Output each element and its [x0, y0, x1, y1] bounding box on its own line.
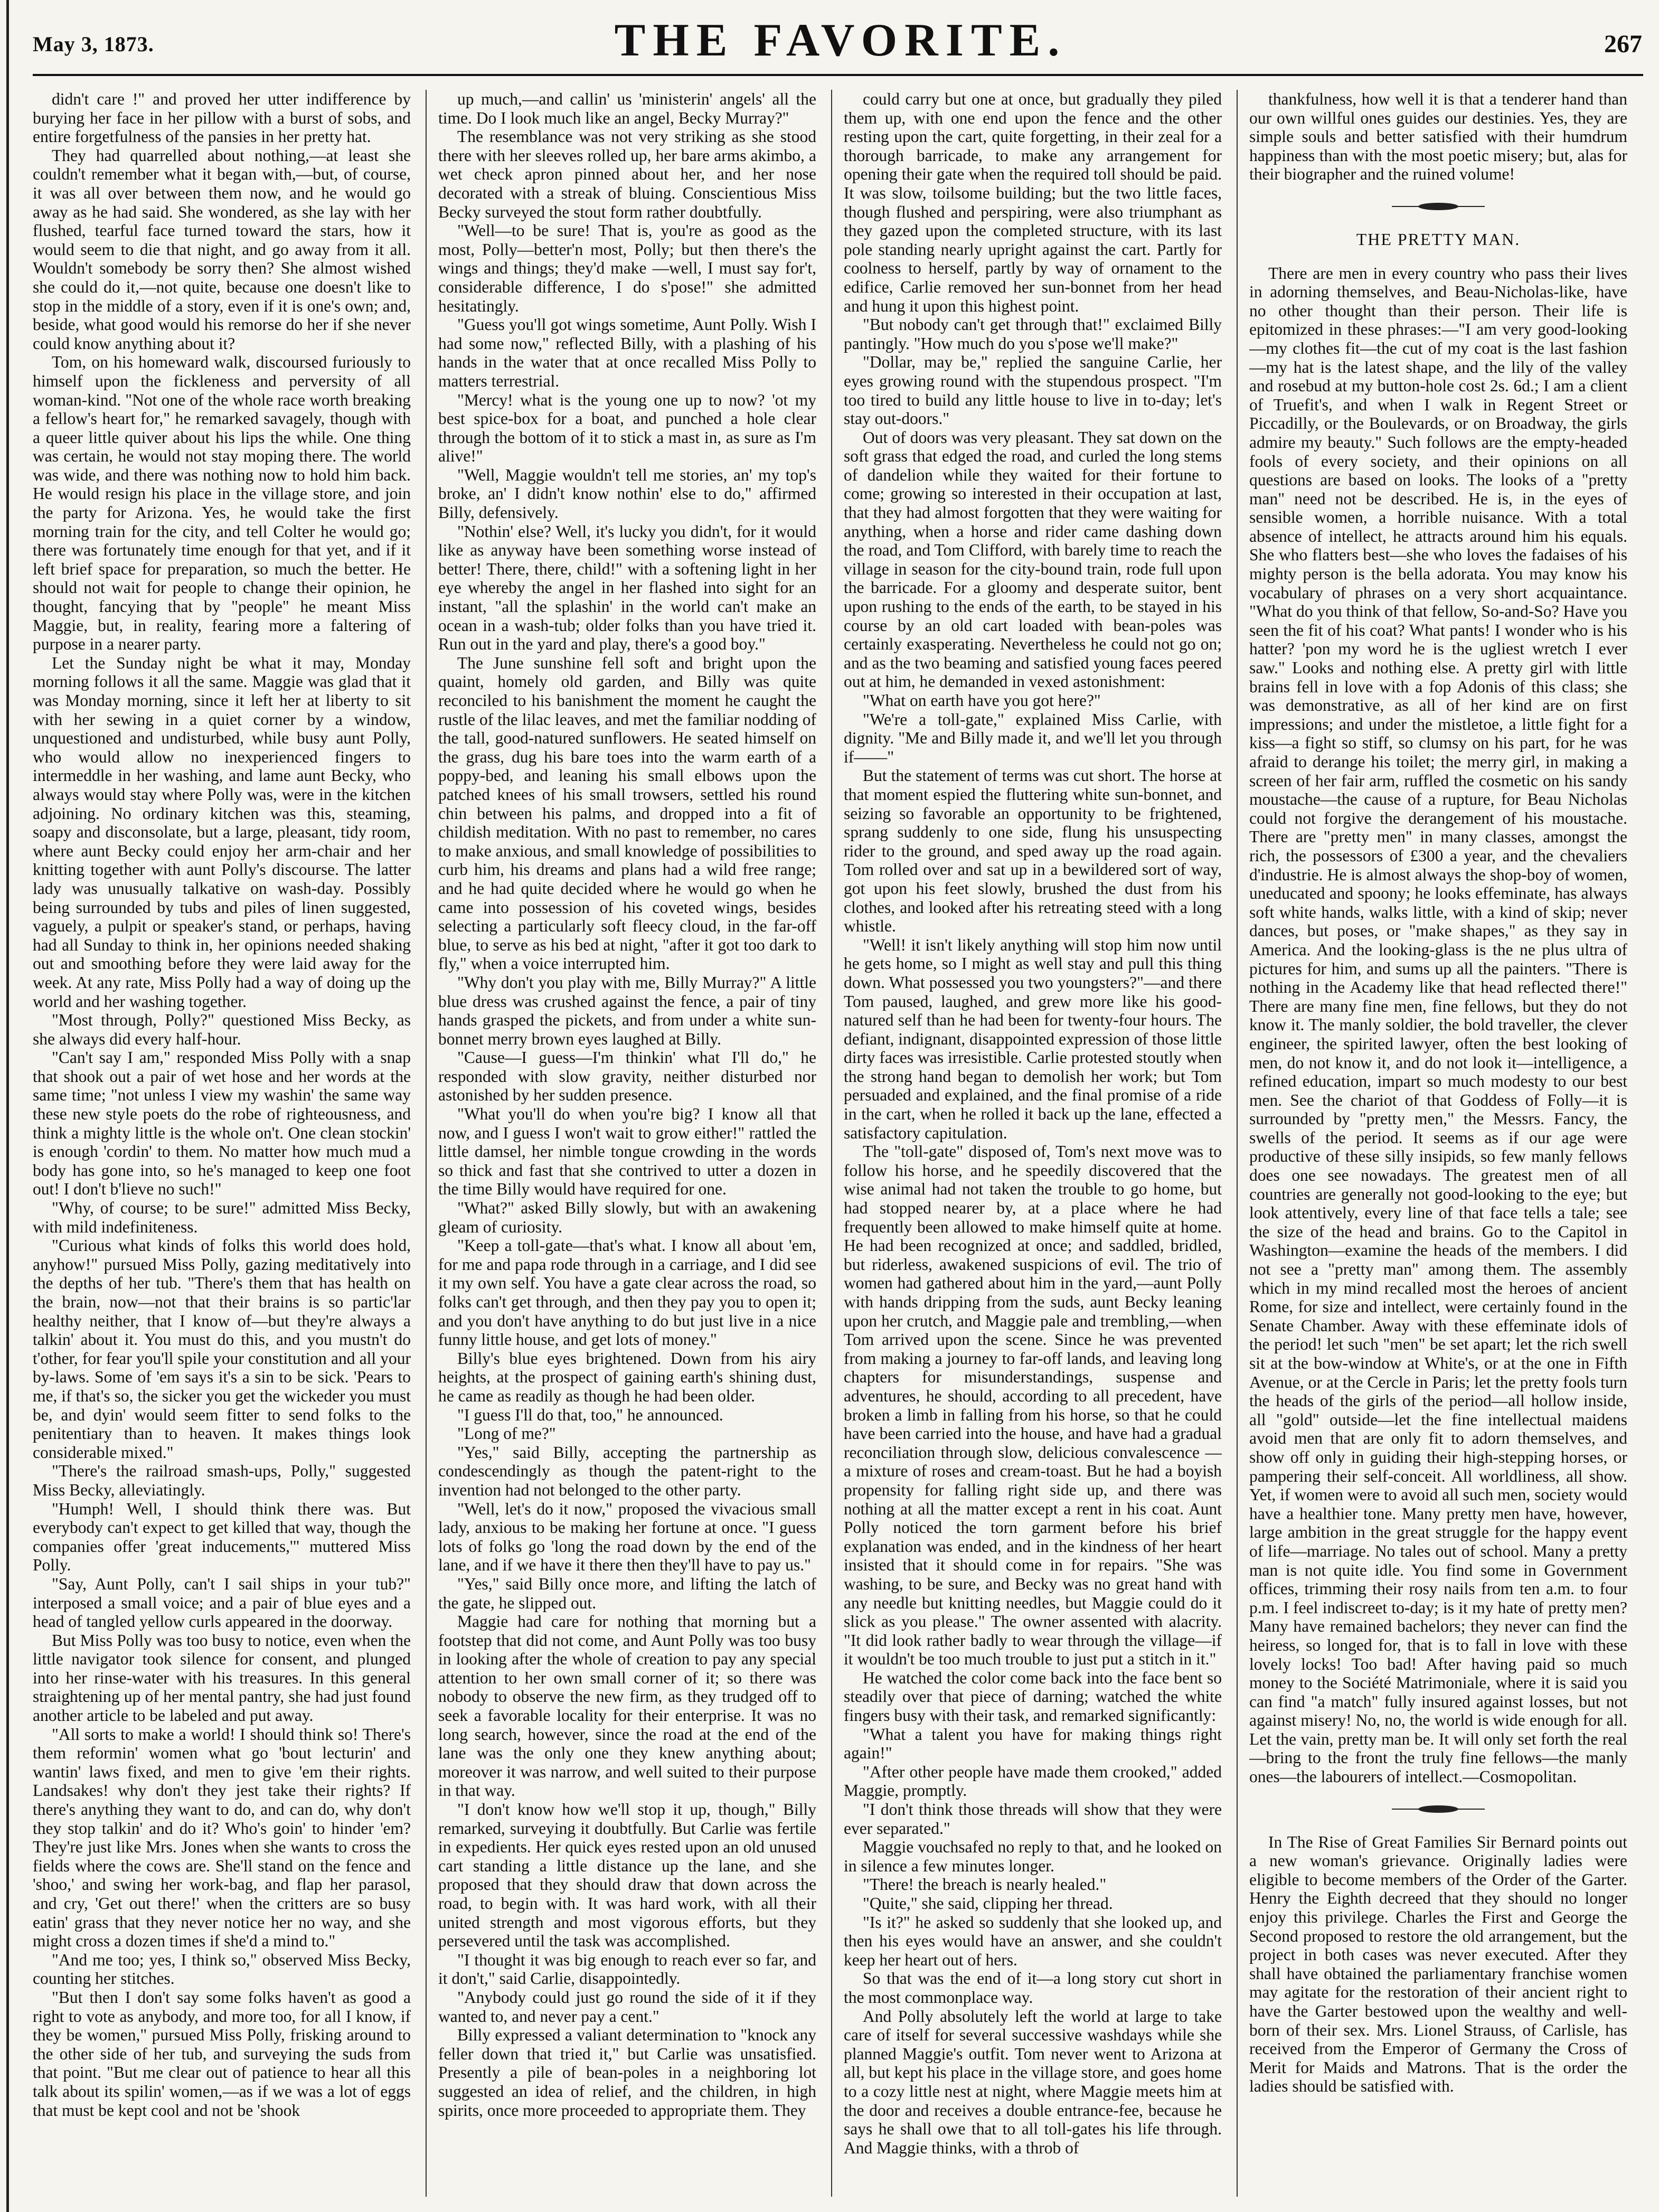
- story-paragraph: "We're a toll-gate," explained Miss Carlie, with dignity. "Me and Billy made it, and we'll let you through if——": [844, 710, 1222, 766]
- newspaper-title: THE FAVORITE.: [614, 15, 1067, 66]
- story-paragraph: Maggie had care for nothing that morning but a footstep that did not come, and Aunt Polly was too busy in looking after the whole of creation to pay any special attention to her own small corner of it; so there was nobody to observe the new firm, as they trudged off to seek a favorable locality for their enterprise. It was no long search, however, since the road at the end of the lane was the only one they knew anything about; moreover it was narrow, and well suited to their purpose in that way.: [438, 1612, 816, 1800]
- article-separator: [1249, 191, 1627, 223]
- story-paragraph: "But then I don't say some folks haven't as good a right to vote as anybody, and more too, for all I know, if they be women," pursued Miss Polly, frisking around to the other side of her tub, and surveying the suds from that point. "But me clear out of patience to hear all this talk about its spilin' women,—as if we was a lot of eggs that must be kept cool and not be 'shook: [33, 1988, 411, 2120]
- story-paragraph: "But nobody can't get through that!" exclaimed Billy pantingly. "How much do you s'pose we'll make?": [844, 315, 1222, 353]
- story-paragraph: "What a talent you have for making things right again!": [844, 1725, 1222, 1763]
- story-paragraph: "Humph! Well, I should think there was. But everybody can't expect to get killed that way, though the companies offer 'great inducements,'" muttered Miss Polly.: [33, 1499, 411, 1575]
- story-paragraph: But Miss Polly was too busy to notice, even when the little navigator took silence for consent, and plunged into her rinse-water with his treasures. In this general straightening up of her mental pantry, she had just found another article to be labeled and put away.: [33, 1631, 411, 1725]
- story-paragraph: "Why, of course; to be sure!" admitted Miss Becky, with mild indefiniteness.: [33, 1199, 411, 1236]
- story-paragraph: "After other people have made them crooked," added Maggie, promptly.: [844, 1762, 1222, 1800]
- page-number: 267: [1604, 30, 1642, 58]
- story-paragraph: "I guess I'll do that, too," he announced.: [457, 1405, 723, 1424]
- story-paragraph: "Yes," said Billy, accepting the partnership as condescendingly as though the patent-right to the invention had not belonged to the other party.: [438, 1443, 816, 1499]
- column-divider: [1237, 90, 1238, 2197]
- story-paragraph: "Long of me?": [457, 1424, 556, 1443]
- story-paragraph: "Most through, Polly?" questioned Miss Becky, as she always did every half-hour.: [33, 1011, 411, 1048]
- column-2: [438, 90, 816, 2197]
- newspaper-page: [20, 0, 1652, 2212]
- story-paragraph: "Mercy! what is the young one up to now? 'ot my best spice-box for a boat, and punched a hole clear through the bottom of it to stick a mast in, as sure as I'm alive!": [438, 390, 816, 466]
- story-paragraph: The "toll-gate" disposed of, Tom's next move was to follow his horse, and he speedily discovered that the wise animal had not taken the trouble to go home, but had stopped nearer by, at a place where he had frequently been allowed to make himself quite at home. He had been recognized at once; and saddled, bridled, but riderless, awakened suspicions of evil. The trio of women had gathered about him in the yard,—aunt Polly with hands dripping from the suds, aunt Becky leaning upon her crutch, and Maggie pale and trembling,—when Tom arrived upon the scene. Since he was prevented from making a journey to far-off lands, and leaving long chapters for misunderstandings, suspense and adventures, he should, according to all precedent, have broken a limb in falling from his horse, so that he could have been carried into the house, and have had a gradual reconciliation through slow, delicious convalescence —a mixture of roses and cream-toast. But he had a boyish propensity for falling right side up, and there was nothing at all the matter except a rent in his coat. Aunt Polly noticed the torn garment before his brief explanation was ended, and in the kindness of her heart insisted that it should come in for repairs. "She was washing, to be sure, and Becky was no great hand with any needle but knitting needles, but Maggie could do it slick as you please." The owner assented with alacrity. "It did look rather badly to wear through the village—if it wouldn't be too much trouble to just put a stitch in it.": [844, 1142, 1222, 1669]
- story-paragraph: "Well, Maggie wouldn't tell me stories, an' my top's broke, an' I didn't know nothin' else to do," affirmed Billy, defensively.: [438, 465, 816, 522]
- column-divider: [426, 90, 427, 2197]
- story-paragraph: "There's the railroad smash-ups, Polly," suggested Miss Becky, alleviatingly.: [33, 1462, 411, 1499]
- story-paragraph: "I don't know how we'll stop it up, though," Billy remarked, surveying it doubtfully. But Carlie was fertile in expedients. Her quick eyes rested upon an old unused cart standing a little distance up the lane, and she proposed that they should draw that down across the road, to begin with. It was hard work, with all their united strength and most vigorous efforts, but they persevered until the task was accomplished.: [438, 1800, 816, 1951]
- story-paragraph: "I thought it was big enough to reach ever so far, and it don't," said Carlie, disappointedly.: [438, 1950, 816, 1988]
- story-paragraph: Billy expressed a valiant determination to "knock any feller down that tried it," but Carlie was unsatisfied. Presently a pile of bean-poles in a neighboring lot suggested an idea of relief, and the children, in high spirits, once more proceeded to appropriate them. They: [438, 2026, 816, 2120]
- story-paragraph: "Nothin' else? Well, it's lucky you didn't, for it would like as anyway have been something worse instead of better! There, there, child!" with a softening light in her eye whereby the angel in her flashed into sight for an instant, "all the splashin' in the world can't make an ocean in a wash-tub; older folks than you have tried it. Run out in the yard and play, there's a good boy.": [438, 522, 816, 654]
- article-paragraph: There are men in every country who pass their lives in adorning themselves, and Beau-Nicholas-like, have no other thought than their person. Their life is epitomized in these phrases:—"I am very good-looking—my clothes fit—the cut of my coat is the last fashion—my hat is the latest shape, and the lily of the valley and rosebud at my button-hole cost 2s. 6d.; I am a client of Truefit's, and when I walk in Regent Street or Piccadilly, or the Boulevards, or on Broadway, the girls admire my beauty." Such follows are the empty-headed fools of every society, and their opinions on all questions are based on looks. The looks of a "pretty man" need not be described. He is, in the eyes of sensible women, a horrible nuisance. With a total absence of intellect, he attracts around him his equals. She who flatters best—she who loves the fadaises of his mighty person is the bella adorata. You may know his vocabulary of phrases on a very short acquaintance. "What do you think of that fellow, So-and-So? Have you seen the fit of his coat? What pants! I wonder who is his hatter? 'pon my word he is the ugliest wretch I ever saw." Looks and nothing else. A pretty girl with little brains fell in love with a fop Adonis of this class; she was demonstrative, as all of her kind are on first impressions; and under the mistletoe, a little fight for a kiss—a fight so stiff, so clumsy on his part, for he was afraid to derange his toilet; the merry girl, in making a screen of her fair arm, ruffled the cosmetic on his sandy moustache—the cause of a rupture, for Beau Nicholas could not forgive the derangement of his moustache. There are "pretty men" in many classes, amongst the rich, the possessors of £300 a year, and the chevaliers d'industrie. He is almost always the shop-boy of women, uneducated and spoony; he looks effeminate, has always soft white hands, walks little, with a kind of skip; never dances, but poses, or "make shapes," as they say in America. And the looking-glass is the ne plus ultra of pictures for him, and sums up all the painters. "There is nothing in the Academy like that head reflected there!" There are many fine men, fine fellows, but they do not know it. The manly soldier, the bold traveller, the clever engineer, the spirited lawyer, often the best looking of men, do not know it, and do not look it—intelligence, a refined education, impart so much modesty to our best men. See the chariot of that Goddess of Folly—it is surrounded by "pretty men," the Messrs. Fancy, the swells of the period. It seems as if our age were productive of these silly insipids, so few manly fellows does one see nowadays. The greatest men of all countries are generally not good-looking to the eye; but look attentively, every line of that face tells a tale; see the size of the head and brains. Go to the Capitol in Washington—examine the heads of the members. I did not see a "pretty man" among them. The assembly which in my mind recalled most the heroes of ancient Rome, for size and intellect, were certainly found in the Senate Chamber. Away with these effeminate idols of the period! let such "men" be set apart; let the rich swell sit at the bow-window at White's, or at the one in Fifth Avenue, or at the Cercle in Paris; let the pretty fools turn the heads of the girls of the period—all hollow inside, all "gold" outside—let the fine intellectual maidens avoid men that are only fit to adorn themselves, and show off only in guiding their high-stepping horses, or pampering their self-conceit. All worldliness, all show. Yet, if women were to avoid all such men, society would have a healthier tone. Many pretty men have, however, large ambition in the great struggle for the happy event of life—marriage. No tales out of school. Many a pretty man is not quite idle. You find some in Government offices, trimming their rosy nails from ten a.m. to four p.m. I feel indiscreet to-day; is it my hate of pretty men? Many have remained bachelors; they never can find the heiress, so longed for, that is to fall in love with these lovely locks! Too bad! After having paid so much money to the Société Matrimoniale, where it is said you can find "a match" fully insured against losses, but not against misery! No, no, the world is wide enough for all. Let the vain, pretty man be. It will only set forth the real—bring to the front the truly fine fellows—the manly ones—the labourers of intellect.—Cosmopolitan.: [1249, 263, 1627, 1786]
- issue-date: May 3, 1873.: [33, 32, 154, 56]
- story-paragraph: And Polly absolutely left the world at large to take care of itself for several successive washdays while she planned Maggie's outfit. Tom never went to Arizona at all, but kept his place in the village store, and goes home to a cozy little nest at night, where Maggie meets him at the door and receives a double entrance-fee, because he says he shall owe that to all toll-gates his life through. And Maggie thinks, with a throb of: [844, 2007, 1222, 2157]
- story-paragraph: Let the Sunday night be what it may, Monday morning follows it all the same. Maggie was glad that it was Monday morning, since it left her at liberty to sit with her sewing in a quiet corner by a window, unquestioned and undisturbed, while busy aunt Polly, who would allow no inexperienced fingers to intermeddle in her washing, and lame aunt Becky, who always would stay where Polly was, were in the kitchen adjoining. No ordinary kitchen was this, steaming, soapy and disconsolate, but a large, pleasant, tidy room, where aunt Becky could enjoy her arm-chair and her knitting together with aunt Polly's discourse. The latter lady was unusually talkative on wash-day. Possibly being surrounded by tubs and piles of linen suggested, vaguely, a pulpit or speaker's stand, or perhaps, having had all Sunday to think in, her opinions needed shaking out and smoothing before they were laid away for the week. At any rate, Miss Polly had a way of doing up the world and her washing together.: [33, 653, 411, 1011]
- story-paragraph: "What you'll do when you're big? I know all that now, and I guess I won't wait to grow either!" rattled the little damsel, her nimble tongue crowding in the words so thick and fast that she contrived to utter a dozen in the time Billy would have required for one.: [438, 1105, 816, 1199]
- story-paragraph: "What on earth have you got here?": [863, 691, 1101, 710]
- story-paragraph: thankfulness, how well it is that a tenderer hand than our own willful ones guides our destinies. Yes, they are simple souls and better satisfied with their humdrum happiness than with the most poetic misery; but, alas for their biographer and the ruined volume!: [1249, 90, 1627, 184]
- story-paragraph: Tom, on his homeward walk, discoursed furiously to himself upon the fickleness and perversity of all woman-kind. "Not one of the whole race worth breaking a fellow's heart for," he remarked savagely, though with a queer little quiver about his lips the while. One thing was certain, he would not stay moping there. The world was wide, and there was nothing now to hold him back. He would resign his place in the village store, and join the party for Arizona. Yes, he would take the first morning train for the city, and tell Colter he would go; there was fortunately time enough for that yet, and if it left brief space for preparation, so much the better. He should not wait for people to change their opinion, he thought, fancying that by "people" he meant Miss Maggie, but, in reality, fearing more a faltering of purpose in a nearer party.: [33, 353, 411, 654]
- story-paragraph: "Why don't you play with me, Billy Murray?" A little blue dress was crushed against the fence, a pair of tiny hands grasped the pickets, and from under a white sun-bonnet merry brown eyes laughed at Billy.: [438, 973, 816, 1048]
- story-paragraph: Maggie vouchsafed no reply to that, and he looked on in silence a few minutes longer.: [844, 1838, 1222, 1875]
- story-paragraph: "Guess you'll got wings sometime, Aunt Polly. Wish I had some now," reflected Billy, with a plashing of his hands in the water that at once recalled Miss Polly to matters terrestrial.: [438, 315, 816, 390]
- article-separator: [1249, 1794, 1627, 1825]
- story-paragraph: "Anybody could just go round the side of it if they wanted to, and never pay a cent.": [438, 1988, 816, 2026]
- story-paragraph: "Can't say I am," responded Miss Polly with a snap that shook out a pair of wet hose and her words at the same time; "not unless I view my washin' the same way these new style poets do the robe of righteousness, and think a mighty little is the whole on't. One clean stockin' is enough 'cordin' to them. No matter how much mud a body has gone into, so he's managed to keep one foot out! I don't b'lieve no such!": [33, 1048, 411, 1199]
- column-3: [844, 90, 1222, 2197]
- story-paragraph: Billy's blue eyes brightened. Down from his airy heights, at the prospect of gaining earth's shining dust, he came as readily as though he had been older.: [438, 1349, 816, 1405]
- story-paragraph: "Cause—I guess—I'm thinkin' what I'll do," he responded with slow gravity, neither disturbed nor astonished by her sudden presence.: [438, 1048, 816, 1105]
- header-rule: [33, 74, 1643, 76]
- story-paragraph: But the statement of terms was cut short. The horse at that moment espied the fluttering white sun-bonnet, and seizing so favorable an opportunity to be frightened, sprang suddenly to one side, flung his unsuspecting rider to the ground, and sped away up the road again. Tom rolled over and sat up in a bewildered sort of way, got upon his feet slowly, brushed the dust from his clothes, and looked after his retreating steed with a long whistle.: [844, 766, 1222, 936]
- story-paragraph: "Keep a toll-gate—that's what. I know all about 'em, for me and papa rode through in a carriage, and I did see it my own self. You have a gate clear across the road, so folks can't get through, and then they pay you to open it; and you don't have anything to do but just live in a nice funny little house, and get lots of money.": [438, 1236, 816, 1349]
- story-paragraph: "Curious what kinds of folks this world does hold, anyhow!" pursued Miss Polly, gazing meditatively into the depths of her tub. "There's them that has health on the brain, now—not that their brains is so partic'lar healthy neither, that I know of—but they're always a talkin' about it. You must do this, and you mustn't do t'other, for fear you'll spile your constitution and all your by-laws. Some of 'em says it's a sin to be sick. 'Pears to me, if that's so, the sicker you get the wickeder you must be, and dyin' would seem fitter to send folks to the penitentiary than to heaven. It makes things look considerable mixed.": [33, 1236, 411, 1462]
- story-paragraph: "Is it?" he asked so suddenly that she looked up, and then his eyes would have an answer, and she couldn't keep her heart out of hers.: [844, 1913, 1222, 1969]
- story-paragraph: "I don't think those threads will show that they were ever separated.": [844, 1800, 1222, 1838]
- story-paragraph: "There! the breach is nearly healed.": [863, 1875, 1107, 1894]
- story-paragraph: "Say, Aunt Polly, can't I sail ships in your tub?" interposed a small voice; and a pair of blue eyes and a head of tangled yellow curls appeared in the doorway.: [33, 1574, 411, 1631]
- story-paragraph: "Well—to be sure! That is, you're as good as the most, Polly—better'n most, Polly; but then there's the wings and things; they'd make —well, I must say for't, considerable difference, I do s'pose!" she admitted hesitatingly.: [438, 221, 816, 315]
- story-paragraph: He watched the color come back into the face bent so steadily over that piece of darning; watched the white fingers busy with their task, and remarked significantly:: [844, 1668, 1222, 1725]
- column-4: [1249, 90, 1627, 2197]
- story-paragraph: "Well, let's do it now," proposed the vivacious small lady, anxious to be making her fortune at once. "I guess lots of folks go 'long the road down by the end of the lane, and if we have it there then they'll have to pay us.": [438, 1499, 816, 1575]
- story-paragraph: "Well! it isn't likely anything will stop him now until he gets home, so I might as well stay and pull this thing down. What possessed you two youngsters?"—and there Tom paused, laughed, and grew more like his good-natured self than he had been for twenty-four hours. The defiant, indignant, disappointed expression of those little dirty faces was irresistible. Carlie protested stoutly when the strong hand began to demolish her work; but Tom persuaded and explained, and the final promise of a ride in the cart, when he rolled it back up the lane, effected a satisfactory capitulation.: [844, 935, 1222, 1142]
- story-paragraph: up much,—and callin' us 'ministerin' angels' all the time. Do I look much like an angel, Becky Murray?": [438, 90, 816, 127]
- story-paragraph: "All sorts to make a world! I should think so! There's them reformin' women what go 'bout lecturin' and wantin' laws fixed, and men to give 'em their rights. Landsakes! why don't they jest take their rights? If there's anything they want to do, and can do, why don't they stop talkin' and do it? Who's goin' to hinder 'em? They're just like Mrs. Jones when she wants to cross the fields where the cows are. She'll stand on the fence and 'shoo,' and swing her work-bag, and flap her parasol, and cry, 'Get out there!' when the critters are so busy eatin' grass that they never notice her no way, and she might cross a dozen times if she'd a mind to.": [33, 1725, 411, 1951]
- column-divider: [831, 90, 832, 2197]
- story-paragraph: The June sunshine fell soft and bright upon the quaint, homely old garden, and Billy was quite reconciled to his banishment the moment he caught the rustle of the lilac leaves, and met the familiar nodding of the tall, good-natured sunflowers. He seated himself on the grass, dug his bare toes into the warm earth of a poppy-bed, and leaning his small elbows upon the patched knees of his small trowsers, settled his round chin between his palms, and dropped into a fit of childish meditation. With no past to remember, no cares to make anxious, and small knowledge of possibilities to curb him, his dreams and plans had a wild free range; and he had quite decided where he would go when he came into possession of his coveted wings, besides selecting a particularly soft fleecy cloud, in the far-off blue, to serve as his bed at night, "after it got too dark to fly," when a voice interrupted him.: [438, 653, 816, 973]
- story-paragraph: "Yes," said Billy once more, and lifting the latch of the gate, he slipped out.: [438, 1574, 816, 1612]
- column-1: [33, 90, 411, 2197]
- story-paragraph: They had quarrelled about nothing,—at least she couldn't remember what it began with,—but, of course, it was all over between them now, and he would go away as he had said. She wondered, as she lay with her flushed, tearful face turned toward the stars, how it would seem to die that night, and go away from it all. Wouldn't somebody be sorry then? She almost wished she could do it,—not quite, because one doesn't like to stop in the middle of a story, even if it is one's own; and, beside, what good would his remorse do her if she never could know anything about it?: [33, 146, 411, 353]
- story-paragraph: "What?" asked Billy slowly, but with an awakening gleam of curiosity.: [438, 1199, 816, 1236]
- masthead: [33, 10, 1648, 68]
- article-title: THE PRETTY MAN.: [1356, 229, 1521, 249]
- page-binding-edge: [6, 0, 9, 2212]
- story-paragraph: Out of doors was very pleasant. They sat down on the soft grass that edged the road, and curled the long stems of dandelion while they waited for their fortune to come; growing so interested in their occupation at last, that they had almost forgotten that they were waiting for anything, when a horse and rider came dashing down the road, and Tom Clifford, with barely time to reach the village in season for the city-bound train, rode full upon the barricade. For a gloomy and desperate suitor, bent upon rushing to the ends of the earth, to be stayed in his course by an old cart loaded with bean-poles was certainly exasperating. Nevertheless he could not go on; and as the two beaming and satisfied young faces peered out at him, he demanded in vexed astonishment:: [844, 428, 1222, 691]
- story-paragraph: So that was the end of it—a long story cut short in the most commonplace way.: [844, 1969, 1222, 2007]
- story-paragraph: The resemblance was not very striking as she stood there with her sleeves rolled up, her bare arms akimbo, a wet check apron pinned about her, and her nose decorated with a streak of bluing. Conscientious Miss Becky surveyed the stout form rather doubtfully.: [438, 127, 816, 221]
- story-paragraph: "Dollar, may be," replied the sanguine Carlie, her eyes growing round with the stupendous prospect. "I'm too tired to build any little house to live in to-day; let's stay out-doors.": [844, 353, 1222, 428]
- story-paragraph: didn't care !" and proved her utter indifference by burying her face in her pillow with a burst of sobs, and entire forgetfulness of the pansies in her pretty hat.: [33, 90, 411, 146]
- story-paragraph: "Quite," she said, clipping her thread.: [863, 1894, 1113, 1913]
- story-paragraph: "And me too; yes, I think so," observed Miss Becky, counting her stitches.: [33, 1950, 411, 1988]
- article-paragraph: In The Rise of Great Families Sir Bernard points out a new woman's grievance. Originally ladies were eligible to become members of the Order of the Garter. Henry the Eighth decreed that they should no longer enjoy this privilege. Charles the First and George the Second proposed to restore the old arrangement, but the project in both cases was never executed. After they shall have obtained the parliamentary franchise women may agitate for the restoration of their ancient right to have the Garter bestowed upon the wealthy and well-born of their sex. Mrs. Lionel Strauss, of Carlisle, has received from the Emperor of Germany the Cross of Merit for Maids and Matrons. That is the order the ladies should be satisfied with.: [1249, 1832, 1627, 2096]
- story-paragraph: could carry but one at once, but gradually they piled them up, with one end upon the fence and the other resting upon the cart, quite forgetting, in their zeal for a thorough barricade, to make any arrangement for opening their gate when the required toll should be paid. It was slow, toilsome building; but the two little faces, though flushed and perspiring, were also triumphant as they gazed upon the completed structure, with its last pole standing nearly upright against the cart. Partly for coolness to herself, partly by way of ornament to the edifice, Carlie removed her sun-bonnet from her head and hung it upon this highest point.: [844, 90, 1222, 315]
